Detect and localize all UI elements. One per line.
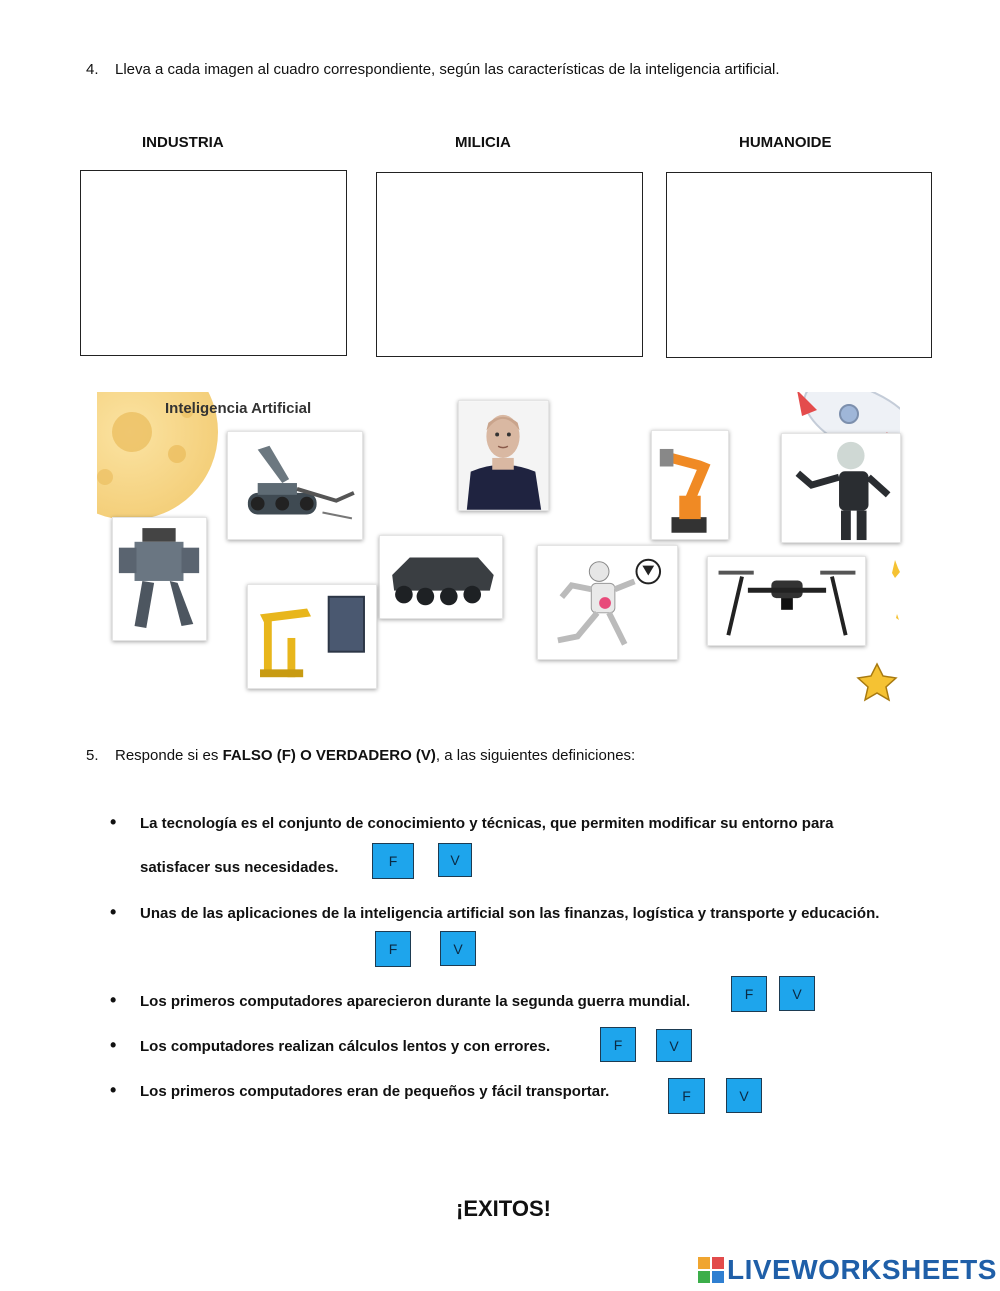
white-robot-icon <box>782 434 900 542</box>
statement-3-true-button[interactable]: V <box>779 976 815 1011</box>
statement-4-true-button[interactable]: V <box>656 1029 692 1062</box>
drone-icon <box>708 557 865 645</box>
card-armored-vehicle[interactable] <box>379 535 503 619</box>
column-label-humanoide: HUMANOIDE <box>739 134 832 151</box>
q5-number: 5. <box>86 747 99 764</box>
card-soccer-robot[interactable] <box>537 545 678 660</box>
card-military-mech[interactable] <box>112 517 207 641</box>
statement-1-false-button[interactable]: F <box>372 843 414 879</box>
armored-vehicle-icon <box>380 536 502 618</box>
card-humanoid-robot-white[interactable] <box>781 433 901 543</box>
statement-5-true-button[interactable]: V <box>726 1078 762 1113</box>
card-sophia-humanoid[interactable] <box>458 400 549 511</box>
industrial-arm-icon <box>652 431 728 539</box>
card-industrial-arm-orange[interactable] <box>651 430 729 540</box>
card-yellow-crane-arm[interactable] <box>247 584 377 689</box>
card-drone[interactable] <box>707 556 866 646</box>
closing-text: ¡EXITOS! <box>456 1196 551 1221</box>
statement-5-line1: Los primeros computadores eran de pequeños y fácil transportar. <box>140 1083 610 1100</box>
statement-1-line2: satisfacer sus necesidades. <box>140 859 339 876</box>
q4-text: Lleva a cada imagen al cuadro correspondiente, según las características de la inteligencia artificial. <box>115 61 780 78</box>
statement-3-false-button[interactable]: F <box>731 976 767 1012</box>
statement-4-false-button[interactable]: F <box>600 1027 636 1062</box>
yellow-crane-icon <box>248 585 376 688</box>
logo-grid-icon <box>698 1257 726 1283</box>
tracked-robot-icon <box>228 432 362 539</box>
column-label-milicia: MILICIA <box>455 134 511 151</box>
soccer-robot-icon <box>538 546 677 659</box>
bullet-5: • <box>110 1080 117 1100</box>
drop-zone-milicia[interactable] <box>376 172 643 357</box>
statement-1-true-button[interactable]: V <box>438 843 472 877</box>
drop-zone-industria[interactable] <box>80 170 347 356</box>
q5-instructions <box>115 747 635 764</box>
q5-text-bold: FALSO (F) O VERDADERO (V) <box>222 747 436 764</box>
statement-3-line1: Los primeros computadores aparecieron durante la segunda guerra mundial. <box>140 993 691 1010</box>
statement-1-line1: La tecnología es el conjunto de conocimiento y técnicas, que permiten modificar su entorno para <box>140 815 834 832</box>
card-bomb-disposal-robot[interactable] <box>227 431 363 540</box>
column-label-industria: INDUSTRIA <box>142 134 224 151</box>
banner-title: Inteligencia Artificial <box>165 400 312 417</box>
bullet-2: • <box>110 902 117 922</box>
bullet-3: • <box>110 990 117 1010</box>
q5-text-post: , a las siguientes definiciones: <box>435 747 636 764</box>
drop-zone-humanoide[interactable] <box>666 172 932 358</box>
liveworksheets-logo-icon <box>698 1257 726 1283</box>
statement-2-true-button[interactable]: V <box>440 931 476 966</box>
humanoid-face-icon <box>459 401 548 510</box>
brand-text: LIVEWORKSHEETS <box>727 1254 997 1285</box>
mech-icon <box>113 518 206 640</box>
bullet-4: • <box>110 1035 117 1055</box>
statement-2-false-button[interactable]: F <box>375 931 411 967</box>
q4-number: 4. <box>86 61 99 78</box>
q5-text-pre: Responde si es <box>115 747 223 764</box>
statement-5-false-button[interactable]: F <box>668 1078 705 1114</box>
bullet-1: • <box>110 812 117 832</box>
statement-2-line1: Unas de las aplicaciones de la inteligencia artificial son las finanzas, logística y transporte y educación. <box>140 905 880 922</box>
statement-4-line1: Los computadores realizan cálculos lentos y con errores. <box>140 1038 551 1055</box>
